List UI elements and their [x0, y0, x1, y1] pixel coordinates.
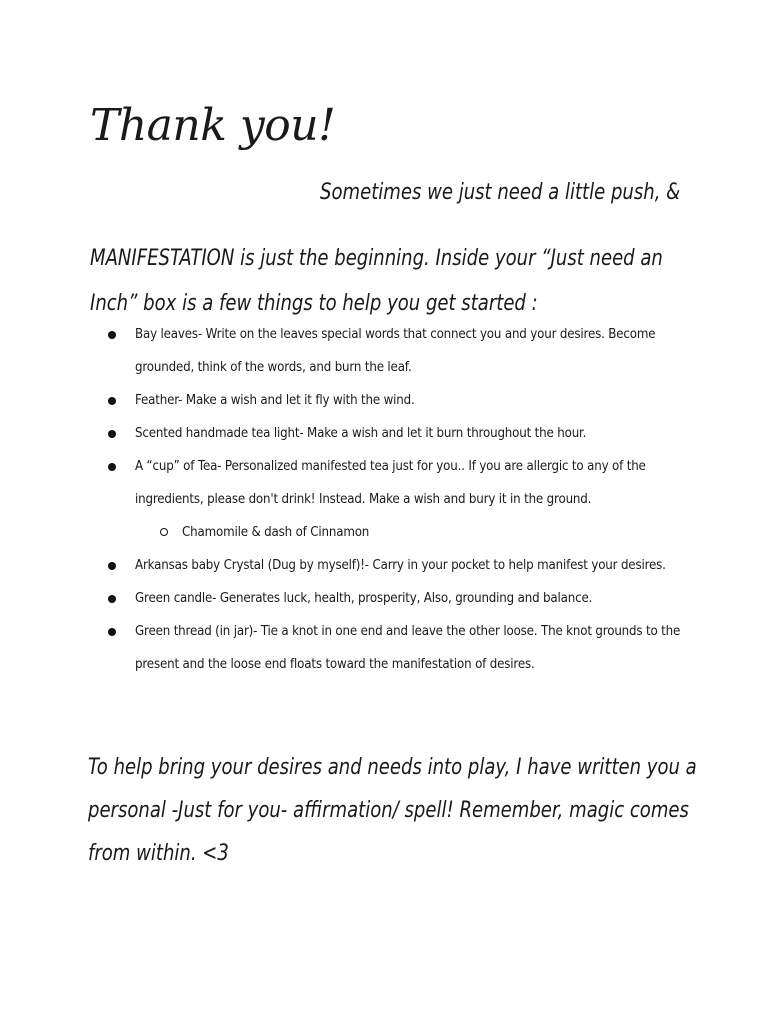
list-item-text: Arkansas baby Crystal (Dug by myself)!- Carry in your pocket to help manifest your desires.	[135, 557, 666, 573]
list-item	[108, 417, 688, 450]
bullet-icon	[108, 595, 116, 603]
list-item-text: A “cup” of Tea- Personalized manifested tea just for you.. If you are allergic to any of the ingredients, please don't drink! Instead. Make a wish and bury it in the ground.	[135, 458, 646, 507]
closing-line: To help bring your desires and needs into play, I have written you a	[88, 755, 697, 780]
list-item-text: Green candle- Generates luck, health, prosperity, Also, grounding and balance.	[135, 590, 593, 606]
list-item	[108, 549, 688, 582]
intro-line: Inch” box is a few things to help you get started :	[90, 291, 538, 316]
intro-first-line: Sometimes we just need a little push, &	[319, 180, 680, 205]
list-item	[108, 582, 688, 615]
closing-paragraph	[88, 746, 697, 875]
list-item	[108, 318, 688, 384]
bullet-icon	[108, 562, 116, 570]
closing-line: from within. <3	[88, 841, 229, 866]
closing-line: personal -Just for you- affirmation/ spell! Remember, magic comes	[88, 798, 689, 823]
list-item	[108, 615, 688, 681]
hollow-bullet-icon	[160, 528, 168, 536]
sub-list-item	[160, 516, 688, 549]
list-item-text: Scented handmade tea light- Make a wish and let it burn throughout the hour.	[135, 425, 587, 441]
page-title: Thank you!	[90, 100, 336, 151]
list-item	[108, 384, 688, 417]
sub-list-item-text: Chamomile & dash of Cinnamon	[182, 524, 370, 540]
items-list	[108, 318, 688, 681]
bullet-icon	[108, 463, 116, 471]
bullet-icon	[108, 331, 116, 339]
bullet-icon	[108, 628, 116, 636]
sub-list	[135, 516, 688, 549]
bullet-icon	[108, 397, 116, 405]
list-item-text: Green thread (in jar)- Tie a knot in one end and leave the other loose. The knot grounds to the present and the loose end floats toward the manifestation of desires.	[135, 623, 681, 672]
intro-paragraph	[90, 236, 690, 326]
list-item	[108, 450, 688, 549]
list-item-text: Feather- Make a wish and let it fly with the wind.	[135, 392, 415, 408]
bullet-icon	[108, 430, 116, 438]
list-item-text: Bay leaves- Write on the leaves special words that connect you and your desires. Become grounded, think of the words, and burn the leaf.	[135, 326, 656, 375]
intro-line: MANIFESTATION is just the beginning. Inside your “Just need an	[90, 246, 663, 271]
